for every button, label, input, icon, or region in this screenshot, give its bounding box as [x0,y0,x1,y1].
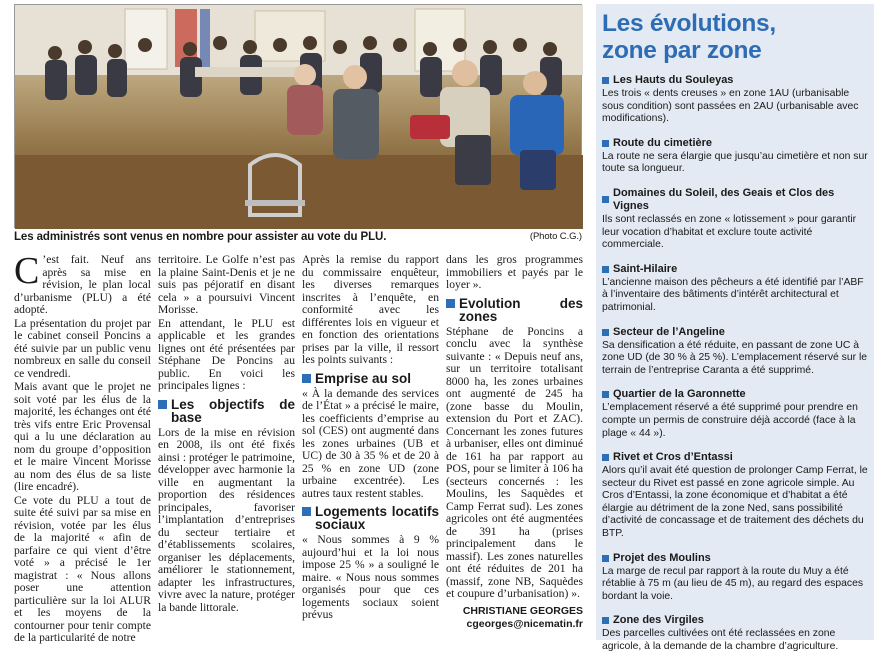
photo-caption [14,231,582,247]
square-bullet-icon [602,329,609,336]
square-bullet-icon [602,391,609,398]
paragraph: La présentation du projet par le cabinet conseil Poncins a été suivie par un public venu nombreux en salle du conseil ce vendredi. [14,316,151,380]
article-column-4 [446,254,583,640]
paragraph: dans les gros programmes immobiliers et payés par le loyer ». [446,253,583,291]
zone-name: Route du cimetière [613,136,713,149]
meeting-photo [14,4,582,228]
caption-text: Les administrés sont venus en nombre pour assister au vote du PLU. [14,231,387,243]
zone-text: Sa densification a été réduite, en passant de zone UC à zone UD (de 30 % à 25 %). L’emplacement réservé sur le terrain de l’entreprise Caranta a été supprimé. [602,339,868,376]
zone-name: Les Hauts du Souleyas [613,74,734,86]
zone-domaines-du-soleil [602,187,870,252]
article-column-1 [14,250,151,644]
paragraph: Lors de la mise en révision en 2008, ils ont été fixés ainsi : protéger le patrimoine, développer avec harmonie la ville en augmentant la proportion des résidences principales, favoriser l’implantation d’entreprises du secteur tertiaire et d’établissements scolaires, organiser les déplacements, améliorer le stationnement, adapter les infrastructures, vivre avec la nature, protéger la bande littorale. [158,425,295,614]
zone-secteur-angeline [602,326,870,378]
zone-saint-hilaire [602,263,870,315]
paragraph: « Nous sommes à 9 % aujourd’hui et la loi nous impose 25 % » a souligné le maire. « Nous nous sommes organisés pour que ces logements sociaux soient prévus [302,533,439,621]
square-bullet-icon [602,140,609,147]
paragraph: territoire. Le Golfe n’est pas la plaine Saint-Denis et je ne suis pas péjoratif en disant cela » a poursuivi Vincent Morisse. [158,253,295,316]
zone-text: La marge de recul par rapport à la route du Muy a été rétablie à 75 m (au lieu de 45 m), au regard des espaces bordant la voie. [602,565,864,602]
photo-credit: (Photo C.G.) [529,231,582,242]
square-bullet-icon [602,454,609,461]
zone-name: Secteur de l’Angeline [613,325,725,338]
square-bullet-icon [302,374,311,383]
article-column-2 [158,254,295,640]
square-bullet-icon [302,507,311,516]
zone-rivet-cros-entassi [602,451,870,541]
zone-text: L’emplacement réservé a été supprimé pour prendre en compte un permis de construire déjà accordé (face à la plage « 44 »). [602,402,858,439]
subheading-evolution: Evolution des zones [446,297,583,323]
paragraph: Mais avant que le projet ne soit voté par les élus de la majorité, les échanges ont été très vifs entre Eric Provensal qui a lu une déclaration au nom du groupe d’opposition et le maire Vincent Morisse au nom des élus de sa liste (lire encadré). [14,380,151,493]
zone-hauts-du-souleyas [602,74,870,126]
zone-name: Zone des Virgiles [613,614,704,627]
zone-garonnette [602,388,870,440]
square-bullet-icon [158,400,167,409]
square-bullet-icon [446,299,455,308]
zone-text: Les trois « dents creuses » en zone 1AU (urbanisable sous condition) sont passées en 2AU (urbanisable avec modifications). [602,88,859,125]
zone-name: Saint-Hilaire [613,262,678,275]
subheading-objectifs: Les objectifs de base [158,398,295,424]
square-bullet-icon [602,77,609,84]
zone-projet-des-moulins [602,552,870,604]
square-bullet-icon [602,555,609,562]
paragraph: En attendant, le PLU est applicable et les grandes lignes ont été présentées par Stéphane De Poncins au public. En voici les principales lignes : [158,316,295,392]
square-bullet-icon [602,617,609,624]
paragraph: « À la demande des services de l’État » a précisé le maire, les coefficients d’emprise au sol (CES) ont augmenté dans les zones urbaines (UB et UC) de 30 à 35 % et de 20 à 25 % en zone UD (zone urbaine excentrée). Les autres taux restent stables. [302,386,439,500]
paragraph: Stéphane de Poncins a conclu avec la synthèse suivante : « Depuis neuf ans, sur un territoire totalisant 8000 ha, les zones urbaines ont augmenté de 245 ha (zone basse du Moulin, extension du Port et ZAC). Concernant les zones futures à urbaniser, elles ont diminué de 161 ha par rapport au POS, pour se limiter à 106 ha (secteurs concernés : les Moulins, les Saquèdes et Camp Ferrat sud). Les zones agricoles ont été augmentées de 391 ha (prises principalement dans le massif). Les zones naturelles ont été réduites de 201 ha (massif, zone NB, Saquèdes et coupure d’urbanisation) ». [446,324,583,600]
author-byline [446,605,583,631]
paragraph: Après la remise du rapport du commissaire enquêteur, les diverses remarques inscrites à l’enquête, en conformité avec les différentes lois en vigueur et en fonction des orientations prises par la ville, il ressort les points suivants : [302,253,439,366]
author-name: CHRISTIANE GEORGES [462,604,583,617]
zone-name: Quartier de la Garonnette [613,388,746,401]
zone-text: Des parcelles cultivées ont été reclassées en zone agricole, à la demande de la chambre d’agriculture. [602,628,839,653]
zone-text: Alors qu’il avait été question de prolonger Camp Ferrat, le secteur du Rivet est passé en zone agricole simple. Au Cros d’Entassi, la zone économique et d’habitat a été élargie au détriment de la zone Ned, sans possibilité d’activité de concassage et de traitement des déchets du BTP. [602,465,868,540]
zone-route-du-cimetiere [602,137,870,176]
zone-text: Ils sont reclassés en zone « lotissement » pour garantir leur vocation d’habitat et exclure toute activité commerciale. [602,213,857,251]
sidebar-title: Les évolutions, zone par zone [602,10,776,64]
zone-des-virgiles [602,614,870,653]
square-bullet-icon [602,196,609,203]
article-column-3 [302,254,439,640]
drop-cap: C [14,250,40,292]
zone-name: Rivet et Cros d’Entassi [613,451,733,464]
zone-name: Projet des Moulins [613,551,711,564]
paragraph: Ce vote du PLU a tout de suite été suivi par sa mise en révision, votée par les élus de la majorité « afin de parfaire ce qui vient d’être voté » a précisé le 1er magistrat : « Nous allons poser une attention particulière sur la loi ALUR et les moyens de la contourner pour tenir compte de la particularité de notre [14,493,151,644]
audience-illustration [15,5,583,229]
zone-text: La route ne sera élargie que jusqu’au cimetière et non sur toute sa longueur. [602,150,868,175]
subheading-logements: Logements locatifs sociaux [302,505,439,531]
zone-text: L’ancienne maison des pêcheurs a été identifié par l’ABF à l’inventaire des bâtiments d’intérêt architectural et patrimonial. [602,276,864,313]
author-email[interactable]: cgeorges@nicematin.fr [466,617,583,630]
zones-sidebar [596,4,874,653]
lead-paragraph: C ’est fait. Neuf ans après sa mise en révision, le plan local d’urbanisme (PLU) a été adopté. [14,250,151,316]
article-body [14,250,584,644]
zone-name: Domaines du Soleil, des Geais et Clos des Vignes [613,186,835,212]
square-bullet-icon [602,266,609,273]
subheading-emprise: Emprise au sol [302,372,439,385]
